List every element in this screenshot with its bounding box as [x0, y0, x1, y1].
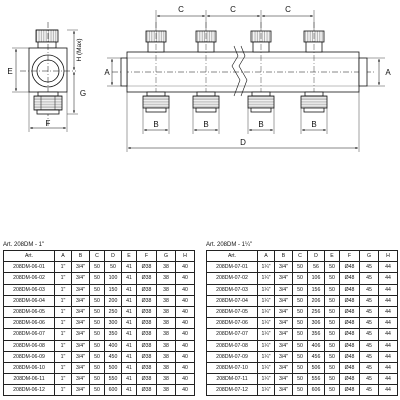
- table-cell: Ø38: [137, 385, 157, 396]
- table-cell: 56: [308, 262, 325, 273]
- table-cell: 50: [325, 284, 340, 295]
- table-cell: 200: [105, 295, 122, 306]
- table-cell: 1¼": [258, 284, 275, 295]
- header-e: E: [122, 251, 137, 262]
- table-cell: 1¼": [258, 318, 275, 329]
- side-outlet-nut: [34, 96, 62, 110]
- table-row: [4, 351, 195, 362]
- header-g: G: [360, 251, 379, 262]
- table-cell: 41: [122, 340, 137, 351]
- table-cell: 40: [176, 262, 195, 273]
- header-a: A: [55, 251, 72, 262]
- table-cell: 41: [122, 262, 137, 273]
- table-cell: 50: [90, 318, 105, 329]
- table-cell: 1": [55, 374, 72, 385]
- table-row: [207, 306, 398, 317]
- table-cell: 456: [308, 351, 325, 362]
- header-c: C: [90, 251, 105, 262]
- table-cell: Ø38: [137, 284, 157, 295]
- table-cell: 50: [293, 295, 308, 306]
- dim-label-c3: C: [285, 5, 291, 14]
- table-row: [4, 262, 195, 273]
- table-cell: 41: [122, 318, 137, 329]
- table-cell: 40: [176, 318, 195, 329]
- cell-article: 208DM-06-07: [4, 329, 55, 340]
- dim-label-d: D: [240, 138, 246, 147]
- table-cell: 3/4": [275, 340, 293, 351]
- side-view: [12, 22, 78, 132]
- table-cell: 44: [379, 273, 398, 284]
- table-cell: 50: [325, 340, 340, 351]
- table-cell: 3/4": [275, 284, 293, 295]
- table-cell: Ø38: [137, 362, 157, 373]
- table-cell: 38: [157, 329, 176, 340]
- table-cell: 1": [55, 295, 72, 306]
- table-cell: 1¼": [258, 385, 275, 396]
- table-cell: Ø48: [340, 340, 360, 351]
- table-cell: 1¼": [258, 351, 275, 362]
- table-header-row: [207, 251, 398, 262]
- table-cell: 3/4": [72, 374, 90, 385]
- table-cell: 50: [293, 318, 308, 329]
- table-cell: 50: [90, 306, 105, 317]
- table-cell: 44: [379, 374, 398, 385]
- table-cell: 50: [325, 329, 340, 340]
- table-cell: 1": [55, 329, 72, 340]
- table-cell: 41: [122, 273, 137, 284]
- table-cell: 45: [360, 374, 379, 385]
- table-row: [4, 362, 195, 373]
- table-cell: 50: [325, 362, 340, 373]
- table-cell: 50: [293, 284, 308, 295]
- table-header-row: [4, 251, 195, 262]
- dim-label-b3: B: [258, 120, 264, 129]
- table-cell: 38: [157, 362, 176, 373]
- table-row: [207, 318, 398, 329]
- table-cell: 44: [379, 318, 398, 329]
- table-cell: 1¼": [258, 273, 275, 284]
- table-cell: Ø38: [137, 351, 157, 362]
- table-cell: 40: [176, 351, 195, 362]
- cell-article: 208DM-06-08: [4, 340, 55, 351]
- table-row: [207, 329, 398, 340]
- table-cell: 44: [379, 351, 398, 362]
- table-cell: 150: [105, 284, 122, 295]
- table-cell: 45: [360, 385, 379, 396]
- table-cell: 156: [308, 284, 325, 295]
- table-cell: 50: [325, 318, 340, 329]
- table-cell: 1": [55, 284, 72, 295]
- end-cap-left: [121, 58, 127, 86]
- table-row: [207, 374, 398, 385]
- table-cell: 1": [55, 306, 72, 317]
- header-d: D: [105, 251, 122, 262]
- table-cell: 50: [325, 295, 340, 306]
- table-cell: 556: [308, 374, 325, 385]
- table-cell: 3/4": [275, 318, 293, 329]
- cell-article: 208DM-07-09: [207, 351, 258, 362]
- table-cell: 1¼": [258, 262, 275, 273]
- cell-article: 208DM-07-07: [207, 329, 258, 340]
- spec-table-1: [3, 250, 195, 396]
- table-cell: 38: [157, 340, 176, 351]
- table-cell: 38: [157, 284, 176, 295]
- table-cell: 1": [55, 318, 72, 329]
- table-cell: 40: [176, 385, 195, 396]
- table-cell: 44: [379, 340, 398, 351]
- spec-table-2: [206, 250, 398, 396]
- table-row: [207, 340, 398, 351]
- table-cell: 500: [105, 362, 122, 373]
- table-cell: 40: [176, 284, 195, 295]
- table-cell: 40: [176, 340, 195, 351]
- header-e: E: [325, 251, 340, 262]
- table-cell: 1": [55, 362, 72, 373]
- table-cell: 40: [176, 374, 195, 385]
- table-cell: 50: [293, 385, 308, 396]
- table-row: [4, 374, 195, 385]
- cell-article: 208DM-07-04: [207, 295, 258, 306]
- dim-label-f: F: [45, 119, 51, 128]
- table-cell: 38: [157, 351, 176, 362]
- table-cell: 350: [105, 329, 122, 340]
- table-cell: 1": [55, 385, 72, 396]
- table-cell: 50: [293, 329, 308, 340]
- table-cell: 3/4": [275, 329, 293, 340]
- table-cell: 41: [122, 306, 137, 317]
- table-cell: 3/4": [275, 385, 293, 396]
- table-cell: 3/4": [72, 295, 90, 306]
- table-cell: 50: [293, 306, 308, 317]
- cell-article: 208DM-07-05: [207, 306, 258, 317]
- table-cell: 41: [122, 374, 137, 385]
- table-cell: 450: [105, 351, 122, 362]
- table-cell: Ø48: [340, 374, 360, 385]
- table-cell: 50: [325, 306, 340, 317]
- table-cell: Ø48: [340, 273, 360, 284]
- table-cell: 3/4": [275, 273, 293, 284]
- table-cell: 50: [90, 374, 105, 385]
- header-b: B: [275, 251, 293, 262]
- dim-label-e: E: [7, 67, 13, 76]
- table-cell: 50: [105, 262, 122, 273]
- table-cell: 45: [360, 340, 379, 351]
- table-row: [207, 284, 398, 295]
- table-cell: 50: [293, 351, 308, 362]
- table-cell: 38: [157, 273, 176, 284]
- table-cell: 206: [308, 295, 325, 306]
- table-cell: 38: [157, 262, 176, 273]
- table-cell: 3/4": [72, 351, 90, 362]
- table-cell: Ø38: [137, 340, 157, 351]
- table-cell: 106: [308, 273, 325, 284]
- table-cell: Ø48: [340, 306, 360, 317]
- table-cell: 50: [90, 362, 105, 373]
- table-row: [4, 306, 195, 317]
- table-cell: 41: [122, 385, 137, 396]
- table-cell: 3/4": [275, 374, 293, 385]
- dim-label-g: G: [79, 89, 87, 98]
- table-cell: 41: [122, 295, 137, 306]
- table-cell: 3/4": [72, 318, 90, 329]
- table-cell: 356: [308, 329, 325, 340]
- table-cell: 50: [90, 385, 105, 396]
- dim-label-b1: B: [153, 120, 159, 129]
- table-cell: 40: [176, 306, 195, 317]
- cell-article: 208DM-07-08: [207, 340, 258, 351]
- table-cell: 3/4": [275, 262, 293, 273]
- table-cell: 1": [55, 273, 72, 284]
- table-cell: 44: [379, 295, 398, 306]
- table-cell: Ø38: [137, 295, 157, 306]
- table-row: [4, 385, 195, 396]
- cell-article: 208DM-07-01: [207, 262, 258, 273]
- table-cell: 1¼": [258, 329, 275, 340]
- header-b: B: [72, 251, 90, 262]
- table-cell: 41: [122, 284, 137, 295]
- cell-article: 208DM-06-06: [4, 318, 55, 329]
- table-cell: 100: [105, 273, 122, 284]
- table-cell: 38: [157, 306, 176, 317]
- dim-label-a-left: A: [104, 68, 110, 77]
- table-cell: 1¼": [258, 374, 275, 385]
- table-cell: 50: [90, 329, 105, 340]
- table-cell: 3/4": [72, 273, 90, 284]
- cell-article: 208DM-06-09: [4, 351, 55, 362]
- table-cell: 400: [105, 340, 122, 351]
- table-cell: 50: [293, 262, 308, 273]
- dim-label-b2: B: [203, 120, 209, 129]
- table-cell: 3/4": [275, 295, 293, 306]
- table-cell: 41: [122, 362, 137, 373]
- table-cell: 38: [157, 318, 176, 329]
- table-cell: 3/4": [72, 362, 90, 373]
- table-cell: 40: [176, 329, 195, 340]
- table-cell: 41: [122, 329, 137, 340]
- table-cell: Ø38: [137, 273, 157, 284]
- table-cell: 45: [360, 284, 379, 295]
- table-cell: 50: [90, 340, 105, 351]
- table-cell: 1¼": [258, 362, 275, 373]
- table-row: [4, 318, 195, 329]
- table-cell: 50: [325, 385, 340, 396]
- table-cell: 45: [360, 262, 379, 273]
- table-cell: 1": [55, 340, 72, 351]
- table-2-caption: Art. 208DM - 1¼": [206, 242, 253, 248]
- table-cell: 50: [90, 284, 105, 295]
- table-cell: 44: [379, 385, 398, 396]
- table-cell: 3/4": [72, 262, 90, 273]
- dimension-b: [143, 108, 327, 134]
- table-cell: 3/4": [275, 351, 293, 362]
- table-cell: 50: [293, 362, 308, 373]
- table-cell: 45: [360, 306, 379, 317]
- table-cell: 506: [308, 362, 325, 373]
- cell-article: 208DM-07-03: [207, 284, 258, 295]
- table-cell: 300: [105, 318, 122, 329]
- table-cell: Ø38: [137, 262, 157, 273]
- cell-article: 208DM-07-06: [207, 318, 258, 329]
- table-cell: 50: [293, 340, 308, 351]
- table-row: [4, 340, 195, 351]
- table-cell: 1": [55, 262, 72, 273]
- table-cell: 1¼": [258, 306, 275, 317]
- table-row: [4, 295, 195, 306]
- dim-label-h: H (Max): [76, 38, 83, 62]
- table-cell: 3/4": [72, 284, 90, 295]
- cell-article: 208DM-07-10: [207, 362, 258, 373]
- table-cell: 40: [176, 362, 195, 373]
- table-cell: 550: [105, 374, 122, 385]
- table-cell: 45: [360, 295, 379, 306]
- table-cell: 45: [360, 329, 379, 340]
- header-d: D: [308, 251, 325, 262]
- table-cell: 406: [308, 340, 325, 351]
- table-cell: 50: [325, 262, 340, 273]
- table-row: [207, 295, 398, 306]
- table-cell: Ø48: [340, 262, 360, 273]
- table-cell: 50: [325, 374, 340, 385]
- dim-label-b4: B: [311, 120, 317, 129]
- header-art: Art.: [207, 251, 258, 262]
- cell-article: 208DM-07-11: [207, 374, 258, 385]
- table-cell: 50: [325, 351, 340, 362]
- table-cell: 41: [122, 351, 137, 362]
- cell-article: 208DM-06-01: [4, 262, 55, 273]
- cell-article: 208DM-06-05: [4, 306, 55, 317]
- table-cell: 45: [360, 273, 379, 284]
- table-cell: Ø48: [340, 362, 360, 373]
- table-cell: 38: [157, 295, 176, 306]
- table-cell: 1¼": [258, 340, 275, 351]
- side-valve-cap: [36, 30, 58, 42]
- table-cell: Ø38: [137, 318, 157, 329]
- end-cap-right: [359, 58, 367, 86]
- table-cell: 3/4": [72, 306, 90, 317]
- table-cell: Ø38: [137, 374, 157, 385]
- table-cell: 45: [360, 318, 379, 329]
- table-cell: 44: [379, 284, 398, 295]
- table-cell: 44: [379, 329, 398, 340]
- table-cell: 3/4": [275, 306, 293, 317]
- cell-article: 208DM-07-12: [207, 385, 258, 396]
- table-row: [4, 329, 195, 340]
- dim-label-c2: C: [230, 5, 236, 14]
- table-cell: 40: [176, 273, 195, 284]
- table-cell: 50: [90, 295, 105, 306]
- table-row: [4, 284, 195, 295]
- table-cell: 600: [105, 385, 122, 396]
- table-cell: 3/4": [72, 385, 90, 396]
- header-h: H: [379, 251, 398, 262]
- table-cell: 250: [105, 306, 122, 317]
- header-c: C: [293, 251, 308, 262]
- table-1-caption: Art. 208DM - 1": [3, 242, 45, 248]
- table-cell: 50: [293, 374, 308, 385]
- table-cell: 50: [90, 262, 105, 273]
- table-cell: 38: [157, 374, 176, 385]
- cell-article: 208DM-06-04: [4, 295, 55, 306]
- cell-article: 208DM-06-10: [4, 362, 55, 373]
- header-f: F: [340, 251, 360, 262]
- table-cell: 1¼": [258, 295, 275, 306]
- table-cell: 44: [379, 362, 398, 373]
- table-cell: Ø48: [340, 295, 360, 306]
- table-cell: 50: [90, 273, 105, 284]
- table-row: [207, 351, 398, 362]
- front-view: [107, 10, 385, 152]
- table-cell: Ø48: [340, 351, 360, 362]
- table-cell: 50: [325, 273, 340, 284]
- table-row: [207, 262, 398, 273]
- header-a: A: [258, 251, 275, 262]
- table-cell: 3/4": [72, 329, 90, 340]
- table-row: [207, 385, 398, 396]
- table-cell: 306: [308, 318, 325, 329]
- table-cell: 50: [293, 273, 308, 284]
- cell-article: 208DM-07-02: [207, 273, 258, 284]
- table-cell: 3/4": [275, 362, 293, 373]
- table-cell: 256: [308, 306, 325, 317]
- table-row: [4, 273, 195, 284]
- table-cell: 40: [176, 295, 195, 306]
- technical-drawing: [0, 0, 400, 160]
- table-cell: 50: [90, 351, 105, 362]
- table-cell: 3/4": [72, 340, 90, 351]
- table-cell: 38: [157, 385, 176, 396]
- cell-article: 208DM-06-03: [4, 284, 55, 295]
- header-art: Art.: [4, 251, 55, 262]
- header-g: G: [157, 251, 176, 262]
- header-f: F: [137, 251, 157, 262]
- table-cell: 44: [379, 262, 398, 273]
- table-cell: Ø38: [137, 329, 157, 340]
- header-h: H: [176, 251, 195, 262]
- table-cell: 44: [379, 306, 398, 317]
- cell-article: 208DM-06-11: [4, 374, 55, 385]
- dim-label-a-right: A: [385, 68, 391, 77]
- table-cell: Ø48: [340, 318, 360, 329]
- table-cell: Ø48: [340, 329, 360, 340]
- table-row: [207, 362, 398, 373]
- table-cell: Ø38: [137, 306, 157, 317]
- table-cell: 45: [360, 351, 379, 362]
- table-cell: 1": [55, 351, 72, 362]
- table-cell: 45: [360, 362, 379, 373]
- table-row: [207, 273, 398, 284]
- table-cell: 606: [308, 385, 325, 396]
- cell-article: 208DM-06-12: [4, 385, 55, 396]
- dim-label-c1: C: [178, 5, 184, 14]
- cell-article: 208DM-06-02: [4, 273, 55, 284]
- table-cell: Ø48: [340, 284, 360, 295]
- table-cell: Ø48: [340, 385, 360, 396]
